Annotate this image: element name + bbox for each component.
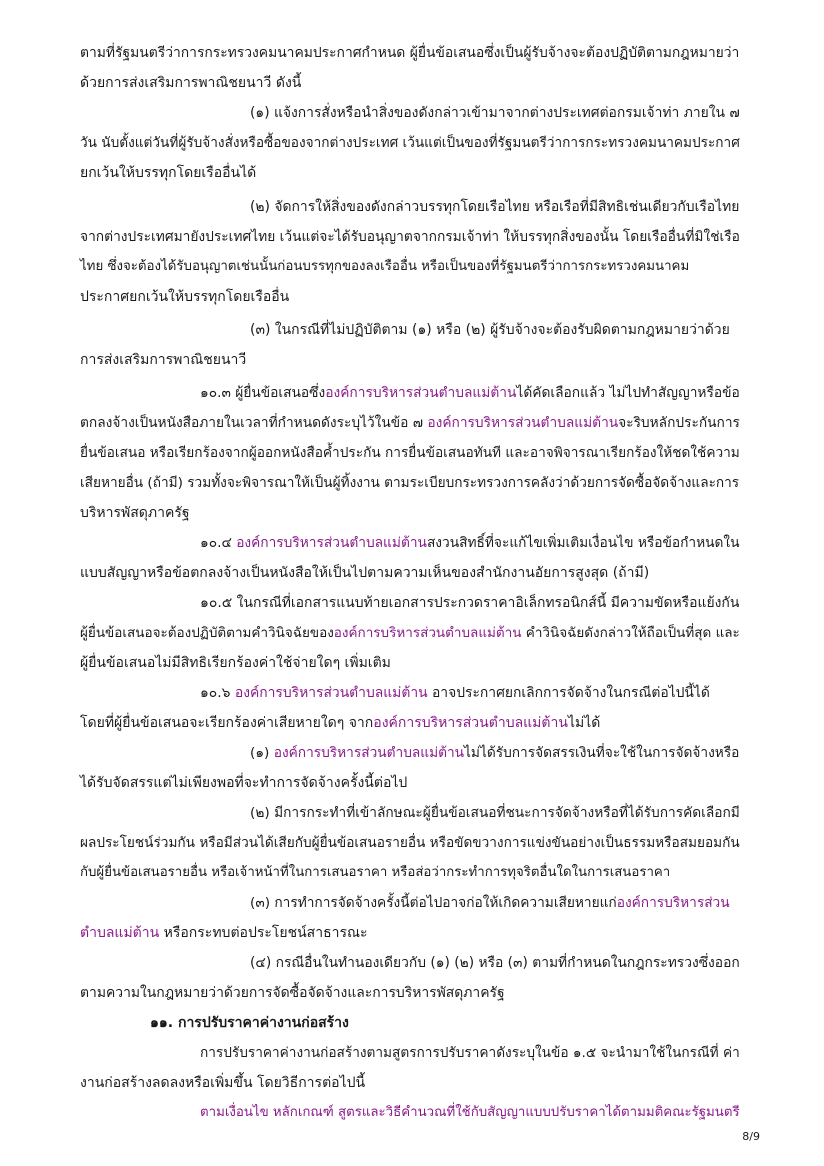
text-segment: ผลประโยชน์ร่วมกัน หรือมีส่วนได้เสียกับผู้ยื่นข้อเสนอรายอื่น หรือขัดขวางการแข่งขันอย่างเป็นธรรมหรือสมยอมกัน	[80, 835, 740, 851]
text-segment: (๔) กรณีอื่นในทำนองเดียวกับ (๑) (๒) หรือ (๓) ตามที่กำหนดในกฎกระทรวงซึ่งออก	[250, 955, 740, 971]
text-line	[80, 623, 740, 643]
text-segment: ยื่นข้อเสนอ หรือเรียกร้องจากผู้ออกหนังสือค้ำประกัน การยื่นข้อเสนอทันที และอาจพิจารณาเรียกร้องให้ชดใช้ความ	[80, 445, 740, 461]
text-line	[80, 350, 246, 370]
text-line	[200, 1103, 740, 1123]
text-segment: ตามเงื่อนไข หลักเกณฑ์ สูตรและวิธีคำนวณที่ใช้กับสัญญาแบบปรับราคาได้ตามมติคณะรัฐมนตรี	[200, 1105, 740, 1120]
text-line	[200, 533, 740, 553]
text-segment: ตามที่รัฐมนตรีว่าการกระทรวงคมนาคมประกาศกำหนด ผู้ยื่นข้อเสนอซึ่งเป็นผู้รับจ้างจะต้องปฏิบัติตามกฎหมายว่า	[80, 45, 740, 61]
text-line	[250, 197, 739, 217]
org-name-highlight: ตำบลแม่ต้าน	[80, 925, 160, 941]
text-segment: จากต่างประเทศมายังประเทศไทย เว้นแต่จะได้รับอนุญาตจากกรมเจ้าท่า ให้บรรทุกสิ่งของนั้น โดยเรืออื่นที่มิใช่เรือ	[80, 229, 740, 245]
text-line	[80, 773, 407, 793]
text-line	[80, 73, 301, 93]
text-line	[80, 923, 368, 943]
text-segment: งานก่อสร้างลดลงหรือเพิ่มขึ้น โดยวิธีการต่อไปนี้	[80, 1075, 366, 1091]
text-segment: อาจประกาศยกเลิกการจัดจ้างในกรณีต่อไปนี้ได้	[427, 685, 710, 701]
org-name-highlight: องค์การบริหารส่วนตำบลแม่ต้าน	[427, 415, 619, 431]
text-segment: ๑๐.๔	[200, 535, 237, 551]
text-line	[80, 413, 740, 433]
text-segment: ยกเว้นให้บรรทุกโดยเรืออื่นได้	[80, 165, 257, 181]
org-name-highlight: องค์การบริหารส่วนตำบลแม่ต้าน	[234, 685, 428, 701]
text-line	[80, 833, 740, 853]
text-segment: ไม่ได้รับการจัดสรรเงินที่จะใช้ในการจัดจ้างหรือ	[464, 745, 740, 761]
text-line	[200, 1043, 740, 1063]
text-segment: ๑๐.๕ ในกรณีที่เอกสารแนบท้ายเอกสารประกวดราคาอิเล็กทรอนิกส์นี้ มีความขัดหรือแย้งกัน	[200, 595, 740, 611]
org-name-highlight: องค์การบริหารส่วนตำบลแม่ต้าน	[325, 385, 517, 401]
text-segment: (๑)	[250, 745, 274, 761]
org-name-highlight: องค์การบริหารส่วนตำบลแม่ต้าน	[236, 535, 427, 551]
text-line	[250, 803, 740, 823]
text-line	[80, 287, 289, 307]
text-line	[80, 983, 505, 1003]
text-line	[250, 893, 730, 913]
text-line	[80, 443, 740, 463]
text-segment: การปรับราคาค่างานก่อสร้างตามสูตรการปรับราคาดังระบุในข้อ ๑.๕ จะนำมาใช้ในกรณีที่ ค่า	[200, 1045, 740, 1061]
text-line	[80, 713, 600, 733]
text-line	[80, 653, 391, 673]
text-segment: กับผู้ยื่นข้อเสนอรายอื่น หรือเจ้าหน้าที่ในการเสนอราคา หรือส่อว่ากระทำการทุจริตอื่นใดในการเสนอราคา	[80, 865, 671, 880]
text-segment: (๓) ในกรณีที่ไม่ปฏิบัติตาม (๑) หรือ (๒) ผู้รับจ้างจะต้องรับผิดตามกฎหมายว่าด้วย	[250, 322, 730, 338]
text-line	[200, 383, 740, 403]
text-line	[80, 1073, 365, 1093]
text-segment: สงวนสิทธิ์ที่จะแก้ไขเพิ่มเติมเงื่อนไข หรือข้อกำหนดใน	[426, 535, 740, 551]
page-number: 8/9	[742, 1130, 760, 1143]
text-segment: ไม่ได้	[567, 715, 601, 731]
org-name-highlight: องค์การบริหารส่วนตำบลแม่ต้าน	[273, 745, 465, 761]
text-segment: ด้วยการส่งเสริมการพาณิชยนาวี ดังนี้	[80, 75, 302, 91]
text-segment: ๑๐.๖	[200, 685, 235, 701]
text-line	[80, 257, 689, 277]
text-segment: คำวินิจฉัยดังกล่าวให้ถือเป็นที่สุด และ	[521, 625, 740, 641]
text-segment: เสียหายอื่น (ถ้ามี) รวมทั้งจะพิจารณาให้เป็นผู้ทิ้งงาน ตามระเบียบกระทรวงการคลังว่าด้วยการจัดซื้อจัดจ้างและการ	[80, 475, 740, 491]
text-line	[250, 953, 740, 973]
text-segment: วัน นับตั้งแต่วันที่ผู้รับจ้างสั่งหรือซื้อของจากต่างประเทศ เว้นแต่เป็นของที่รัฐมนตรีว่าการกระทรวงคมนาคมประกาศ	[80, 135, 740, 151]
text-segment: (๓) การทำการจัดจ้างครั้งนี้ต่อไปอาจก่อให้เกิดความเสียหายแก่	[250, 895, 617, 911]
text-line	[250, 103, 740, 123]
text-line	[80, 163, 256, 183]
text-line	[200, 593, 739, 613]
text-line	[200, 683, 710, 703]
text-segment: ๑๑. การปรับราคาค่างานก่อสร้าง	[150, 1015, 349, 1031]
text-line	[250, 743, 739, 763]
text-segment: บริหารพัสดุภาครัฐ	[80, 505, 190, 521]
text-line	[150, 1013, 349, 1033]
org-name-highlight: องค์การบริหารส่วนตำบลแม่ต้าน	[373, 715, 568, 731]
text-line	[80, 473, 739, 493]
text-segment: ได้คัดเลือกแล้ว ไม่ไปทำสัญญาหรือข้อ	[516, 385, 740, 401]
text-line	[80, 227, 740, 247]
text-segment: ผู้ยื่นข้อเสนอจะต้องปฏิบัติตามคำวินิจฉัยของ	[80, 625, 334, 641]
text-line	[80, 563, 649, 583]
text-line	[80, 43, 739, 63]
text-segment: ผู้ยื่นข้อเสนอไม่มีสิทธิเรียกร้องค่าใช้จ่ายใดๆ เพิ่มเติม	[80, 655, 391, 671]
text-segment: หรือกระทบต่อประโยชน์สาธารณะ	[159, 925, 368, 941]
text-segment: ไทย ซึ่งจะต้องได้รับอนุญาตเช่นนั้นก่อนบรรทุกของลงเรืออื่น หรือเป็นของที่รัฐมนตรีว่าการกระทรวงคมนาคม	[80, 259, 690, 274]
text-segment: ประกาศยกเว้นให้บรรทุกโดยเรืออื่น	[80, 289, 290, 305]
text-line	[80, 503, 190, 523]
text-segment: ๑๐.๓ ผู้ยื่นข้อเสนอซึ่ง	[200, 385, 326, 401]
text-segment: ตามความในกฎหมายว่าด้วยการจัดซื้อจัดจ้างและการบริหารพัสดุภาครัฐ	[80, 985, 505, 1001]
text-segment: การส่งเสริมการพาณิชยนาวี	[80, 352, 247, 368]
text-line	[80, 863, 670, 883]
text-line	[250, 320, 730, 340]
text-segment: ตกลงจ้างเป็นหนังสือภายในเวลาที่กำหนดดังระบุไว้ในข้อ ๗	[80, 415, 428, 431]
text-segment: แบบสัญญาหรือข้อตกลงจ้างเป็นหนังสือให้เป็นไปตามความเห็นของสำนักงานอัยการสูงสุด (ถ้ามี)	[80, 565, 650, 581]
org-name-highlight: องค์การบริหารส่วนตำบลแม่ต้าน	[333, 625, 522, 641]
text-line	[80, 133, 740, 153]
text-segment: (๒) มีการกระทำที่เข้าลักษณะผู้ยื่นข้อเสนอที่ชนะการจัดจ้างหรือที่ได้รับการคัดเลือกมี	[250, 805, 740, 821]
text-segment: (๑) แจ้งการสั่งหรือนำสิ่งของดังกล่าวเข้ามาจากต่างประเทศต่อกรมเจ้าท่า ภายใน ๗	[250, 105, 740, 121]
text-segment: ได้รับจัดสรรแต่ไม่เพียงพอที่จะทำการจัดจ้างครั้งนี้ต่อไป	[80, 775, 408, 791]
text-segment: (๒) จัดการให้สิ่งของดังกล่าวบรรทุกโดยเรือไทย หรือเรือที่มีสิทธิเช่นเดียวกับเรือไทย	[250, 199, 740, 215]
text-segment: จะริบหลักประกันการ	[618, 415, 740, 431]
org-name-highlight: องค์การบริหารส่วน	[616, 895, 730, 911]
text-segment: โดยที่ผู้ยื่นข้อเสนอจะเรียกร้องค่าเสียหายใดๆ จาก	[80, 715, 374, 731]
